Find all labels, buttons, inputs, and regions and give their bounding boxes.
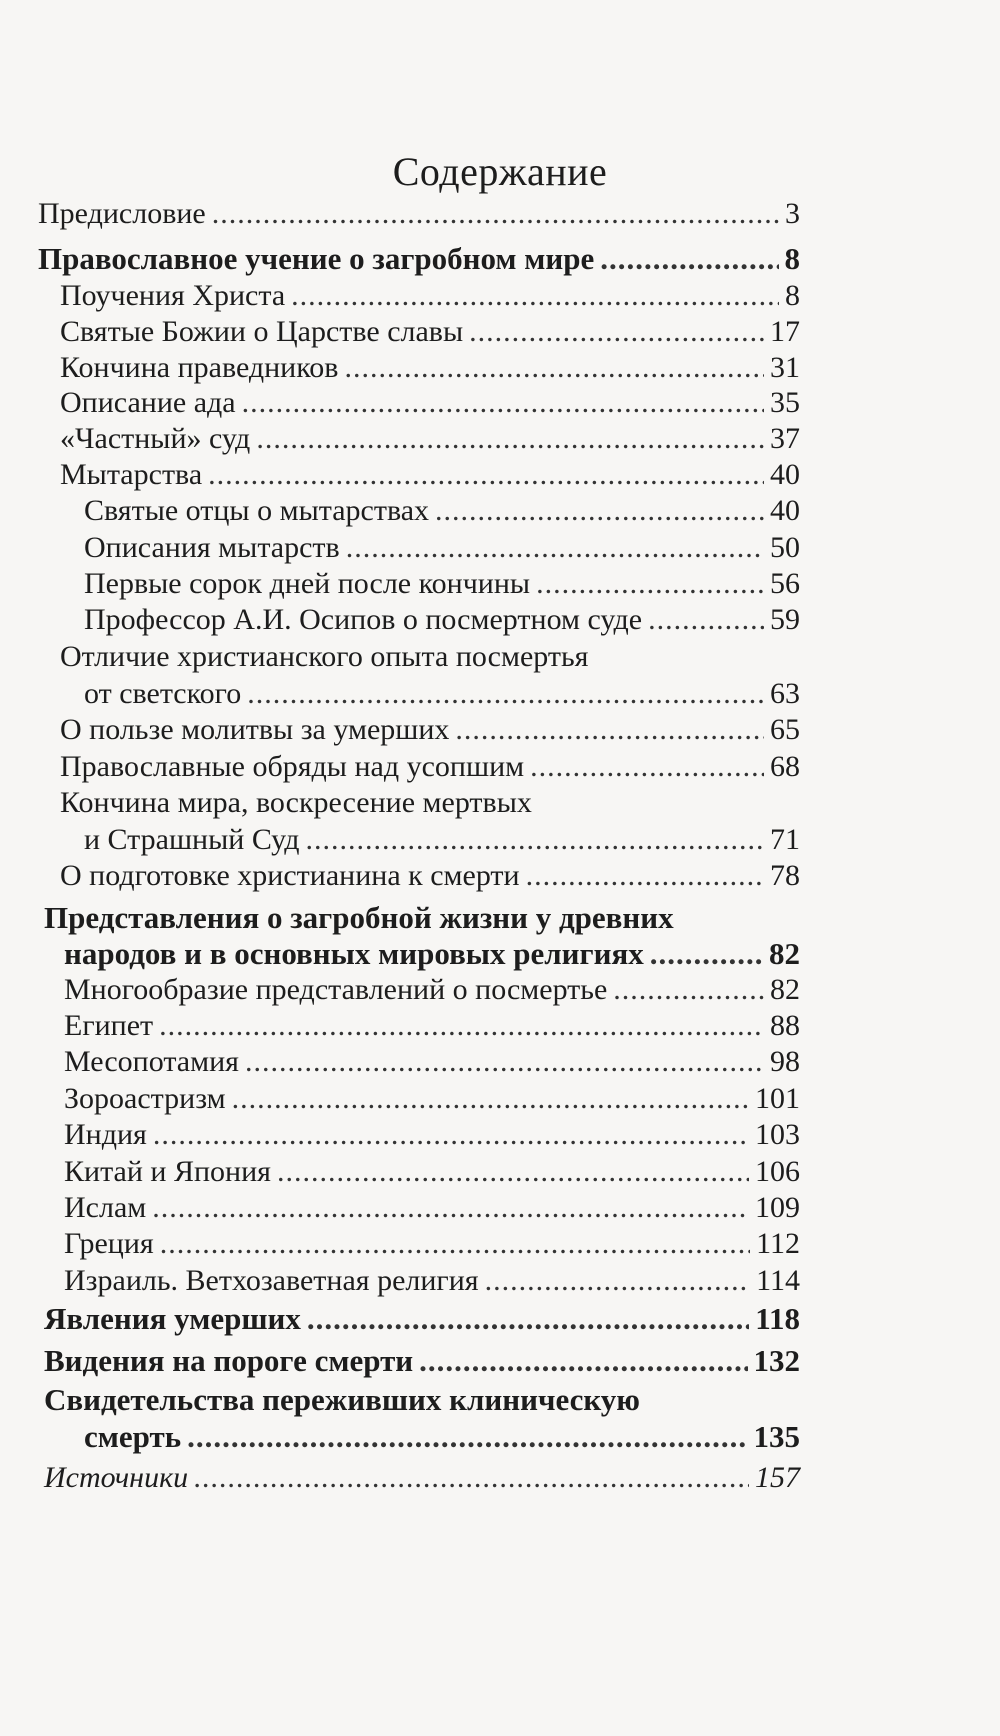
toc-entry[interactable] xyxy=(60,313,800,351)
toc-leader xyxy=(419,1342,747,1380)
toc-entry-page: 157 xyxy=(755,1461,800,1494)
toc-entry[interactable] xyxy=(84,821,800,859)
toc-entry-title: Многообразие представлений о посмертье xyxy=(64,973,608,1006)
toc-entry[interactable] xyxy=(64,1043,800,1081)
toc-entry[interactable] xyxy=(60,384,800,422)
toc-leader xyxy=(344,349,764,387)
toc-leader xyxy=(307,1300,749,1338)
toc-entry-title: Первые сорок дней после кончины xyxy=(84,567,531,600)
toc-leader xyxy=(212,195,779,233)
toc-leader xyxy=(291,277,779,315)
toc-entry-title: Православные обряды над усопшим xyxy=(60,750,525,783)
toc-section-line1: Представления о загробной жизни у древних xyxy=(44,900,674,935)
toc-entry[interactable] xyxy=(84,492,800,530)
toc-leader xyxy=(159,1007,764,1045)
toc-leader xyxy=(536,565,764,603)
toc-entry-page: 40 xyxy=(770,458,800,491)
toc-entry-title-line1: Отличие христианского опыта посмертья xyxy=(60,640,589,673)
toc-entry-page: 109 xyxy=(755,1191,800,1224)
toc-entry-title: Греция xyxy=(64,1227,154,1260)
toc-entry-page: 35 xyxy=(770,386,800,419)
toc-leader xyxy=(153,1116,749,1154)
toc-entry[interactable] xyxy=(38,195,800,233)
toc-entry-title: Описания мытарств xyxy=(84,531,340,564)
toc-entry-page: 3 xyxy=(785,197,800,230)
toc-entry-page: 37 xyxy=(770,422,800,455)
toc-entry-title: Кончина праведников xyxy=(60,351,339,384)
toc-entry-title: Видения на пороге смерти xyxy=(44,1343,414,1378)
toc-entry-page: 118 xyxy=(755,1301,800,1336)
toc-entry-title: Индия xyxy=(64,1118,147,1151)
toc-section[interactable] xyxy=(44,1300,800,1338)
toc-entry[interactable] xyxy=(84,529,800,567)
toc-entry-title: Предисловие xyxy=(38,197,206,230)
toc-section[interactable] xyxy=(84,1418,800,1456)
toc-entry-title: Источники xyxy=(44,1461,189,1494)
toc-entry-title: Ислам xyxy=(64,1191,147,1224)
toc-entry-page: 71 xyxy=(770,823,800,856)
toc-entry[interactable] xyxy=(60,349,800,387)
toc-entry-title: О пользе молитвы за умерших xyxy=(60,713,450,746)
toc-entry-page: 135 xyxy=(753,1419,800,1454)
toc-entry-title-line1: Кончина мира, воскресение мертвых xyxy=(60,786,532,819)
toc-leader xyxy=(613,971,764,1009)
toc-entry-title: Профессор А.И. Осипов о посмертном суде xyxy=(84,603,643,636)
toc-entry[interactable] xyxy=(64,971,800,1009)
toc-section-line1: Свидетельства переживших клиническую xyxy=(44,1382,640,1417)
toc-entry-page: 82 xyxy=(769,936,800,971)
toc-entry-title: Мытарства xyxy=(60,458,203,491)
toc-entry-page: 112 xyxy=(756,1227,800,1260)
toc-entry-page: 68 xyxy=(770,750,800,783)
toc-entry[interactable] xyxy=(60,456,800,494)
toc-leader xyxy=(256,420,764,458)
toc-entry-page: 106 xyxy=(755,1155,800,1188)
toc-entry-title: Месопотамия xyxy=(64,1045,239,1078)
toc-entry[interactable] xyxy=(60,748,800,786)
toc-entry[interactable] xyxy=(60,420,800,458)
toc-entry-page: 114 xyxy=(756,1264,800,1297)
toc-leader xyxy=(277,1153,749,1191)
toc-entry-title: смерть xyxy=(84,1419,182,1454)
toc-entry-page: 65 xyxy=(770,713,800,746)
toc-entry[interactable] xyxy=(84,565,800,603)
toc-entry[interactable] xyxy=(64,1007,800,1045)
toc-section[interactable] xyxy=(64,935,800,973)
toc-section[interactable] xyxy=(38,240,800,278)
toc-entry-title: Китай и Япония xyxy=(64,1155,271,1188)
toc-entry-page: 8 xyxy=(785,279,800,312)
toc-entry-title: Явления умерших xyxy=(44,1301,301,1336)
toc-entry[interactable] xyxy=(60,857,800,895)
toc-entry[interactable] xyxy=(84,675,800,713)
toc-entry[interactable] xyxy=(60,277,800,315)
toc-entry-page: 82 xyxy=(770,973,800,1006)
toc-entry-page: 50 xyxy=(770,531,800,564)
toc-entry-page: 59 xyxy=(770,603,800,636)
toc-section[interactable] xyxy=(44,1342,800,1380)
toc-leader xyxy=(648,601,764,639)
toc-entry[interactable] xyxy=(64,1080,800,1118)
toc-entry-title: Святые Божии о Царстве славы xyxy=(60,315,464,348)
toc-leader xyxy=(455,711,764,749)
toc-entry-page: 101 xyxy=(755,1082,800,1115)
toc-entry-page: 31 xyxy=(770,351,800,384)
toc-entry-title: народов и в основных мировых религиях xyxy=(64,936,644,971)
toc-entry[interactable] xyxy=(64,1153,800,1191)
toc-entry[interactable] xyxy=(64,1225,800,1263)
toc-entry-title: Зороастризм xyxy=(64,1082,226,1115)
toc-entry-title: «Частный» суд xyxy=(60,422,251,455)
toc-leader xyxy=(160,1225,750,1263)
toc-entry-title: Израиль. Ветхозаветная религия xyxy=(64,1264,479,1297)
toc-entry-title: от светского xyxy=(84,677,242,710)
toc-entry[interactable] xyxy=(64,1116,800,1154)
toc-entry[interactable] xyxy=(64,1189,800,1227)
toc-leader xyxy=(152,1189,749,1227)
toc-leader xyxy=(346,529,764,567)
toc-leader xyxy=(469,313,764,351)
toc-entry[interactable] xyxy=(84,601,800,639)
toc-entry-page: 98 xyxy=(770,1045,800,1078)
toc-entry-page: 103 xyxy=(755,1118,800,1151)
toc-leader xyxy=(305,821,764,859)
toc-leader xyxy=(650,935,763,973)
toc-leader xyxy=(187,1418,747,1456)
toc-leader xyxy=(242,384,764,422)
toc-leader xyxy=(600,240,778,278)
toc-entry-title: Святые отцы о мытарствах xyxy=(84,494,430,527)
toc-leader xyxy=(530,748,764,786)
toc-entry[interactable] xyxy=(60,711,800,749)
toc-entry-page: 88 xyxy=(770,1009,800,1042)
toc-entry-page: 40 xyxy=(770,494,800,527)
toc-entry-page: 132 xyxy=(753,1343,800,1378)
toc-leader xyxy=(245,1043,764,1081)
toc-leader xyxy=(232,1080,749,1118)
toc-entry-title: Православное учение о загробном мире xyxy=(38,241,595,276)
toc-leader xyxy=(485,1262,751,1300)
toc-leader xyxy=(208,456,764,494)
toc-entry-title: О подготовке христианина к смерти xyxy=(60,859,520,892)
toc-entry-page: 56 xyxy=(770,567,800,600)
toc-entry-title: Описание ада xyxy=(60,386,236,419)
toc-entry-title: Египет xyxy=(64,1009,154,1042)
toc-leader xyxy=(194,1459,749,1497)
toc-entry-page: 63 xyxy=(770,677,800,710)
toc-entry-page: 78 xyxy=(770,859,800,892)
toc-leader xyxy=(526,857,764,895)
toc-entry-page: 8 xyxy=(784,241,800,276)
toc-leader xyxy=(435,492,764,530)
toc-entry-title: Поучения Христа xyxy=(60,279,286,312)
toc-entry-page: 17 xyxy=(770,315,800,348)
toc-leader xyxy=(247,675,764,713)
toc-entry[interactable] xyxy=(64,1262,800,1300)
toc-entry-title: и Страшный Суд xyxy=(84,823,300,856)
page-title: Содержание xyxy=(392,149,608,194)
toc-entry[interactable] xyxy=(44,1459,800,1497)
